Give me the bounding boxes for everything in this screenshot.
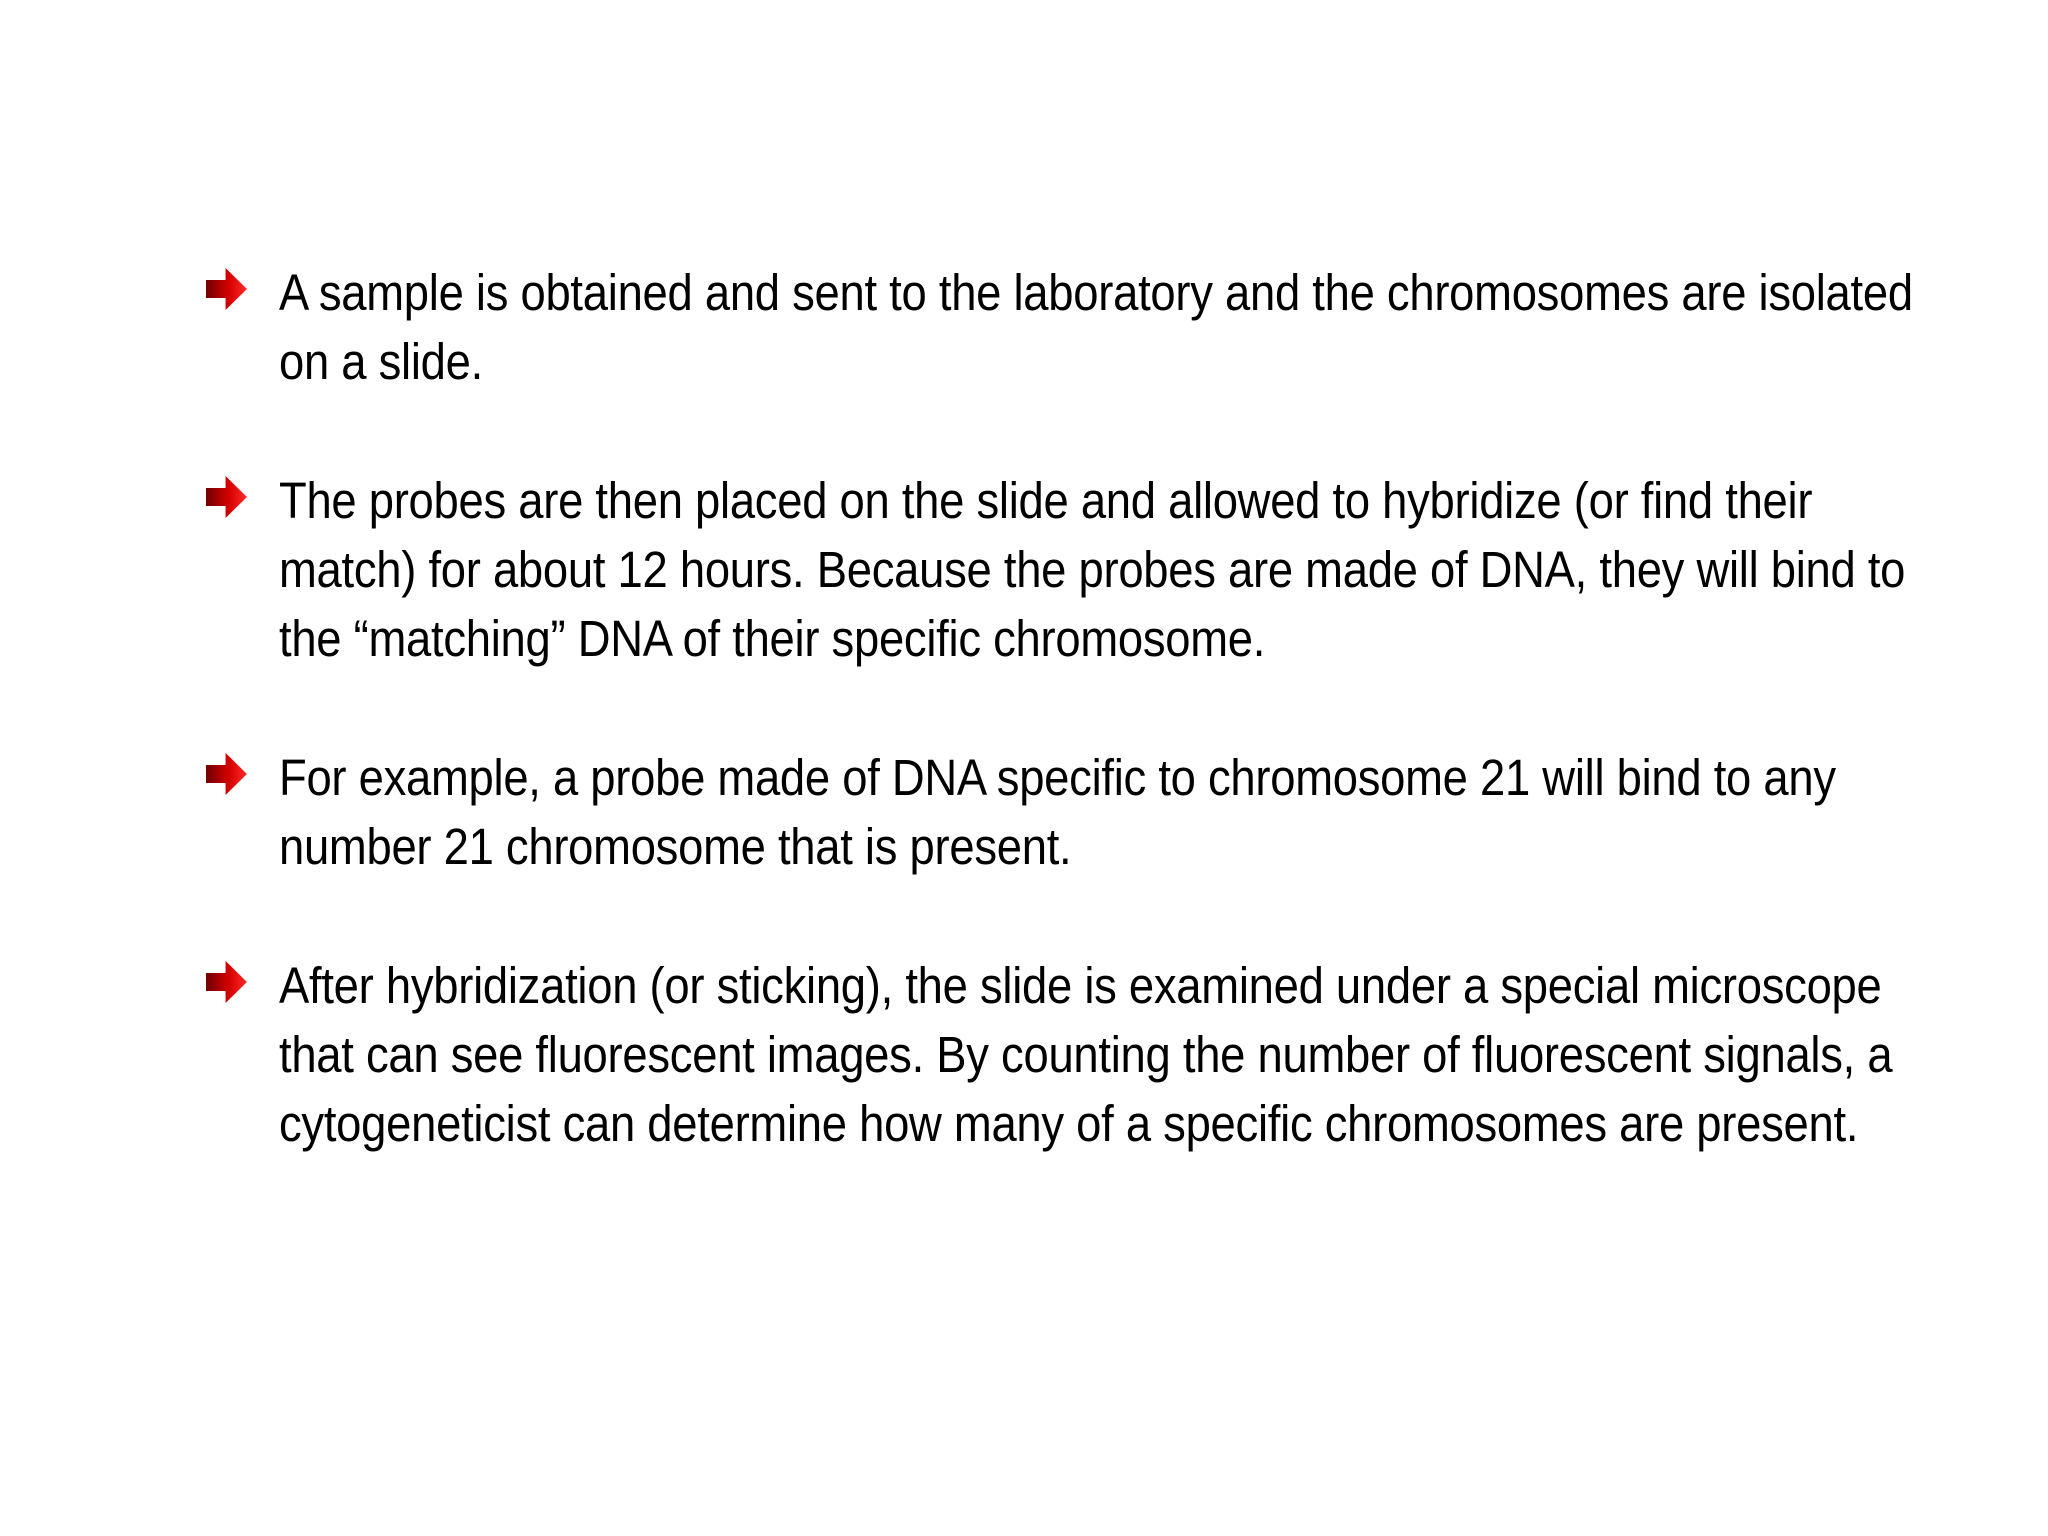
bullet-item [206,951,1893,1158]
bullet-item [206,258,1913,396]
bullet-item [206,466,1906,673]
arrow-right-icon [206,476,247,518]
arrow-right-icon [206,268,247,310]
arrow-right-icon [206,753,247,795]
bullet-text: For example, a probe made of DNA specific to chromosome 21 will bind to any number 21 chromosome that is present. [278,749,1836,875]
bullet-text: A sample is obtained and sent to the laboratory and the chromosomes are isolated on a slide. [278,264,1913,390]
bullet-list [206,258,1913,1158]
arrow-right-icon [206,961,247,1003]
bullet-text: The probes are then placed on the slide and allowed to hybridize (or find their match) for about 12 hours. Because the probes are made of DNA, they will bind to the “matching” DNA of their specific chromosome. [278,472,1906,667]
bullet-item [206,743,1836,881]
bullet-text: After hybridization (or sticking), the slide is examined under a special microscope that can see fluorescent images. By counting the number of fluorescent signals, a cytogeneticist can determine how many of a specific chromosomes are present. [278,957,1893,1152]
